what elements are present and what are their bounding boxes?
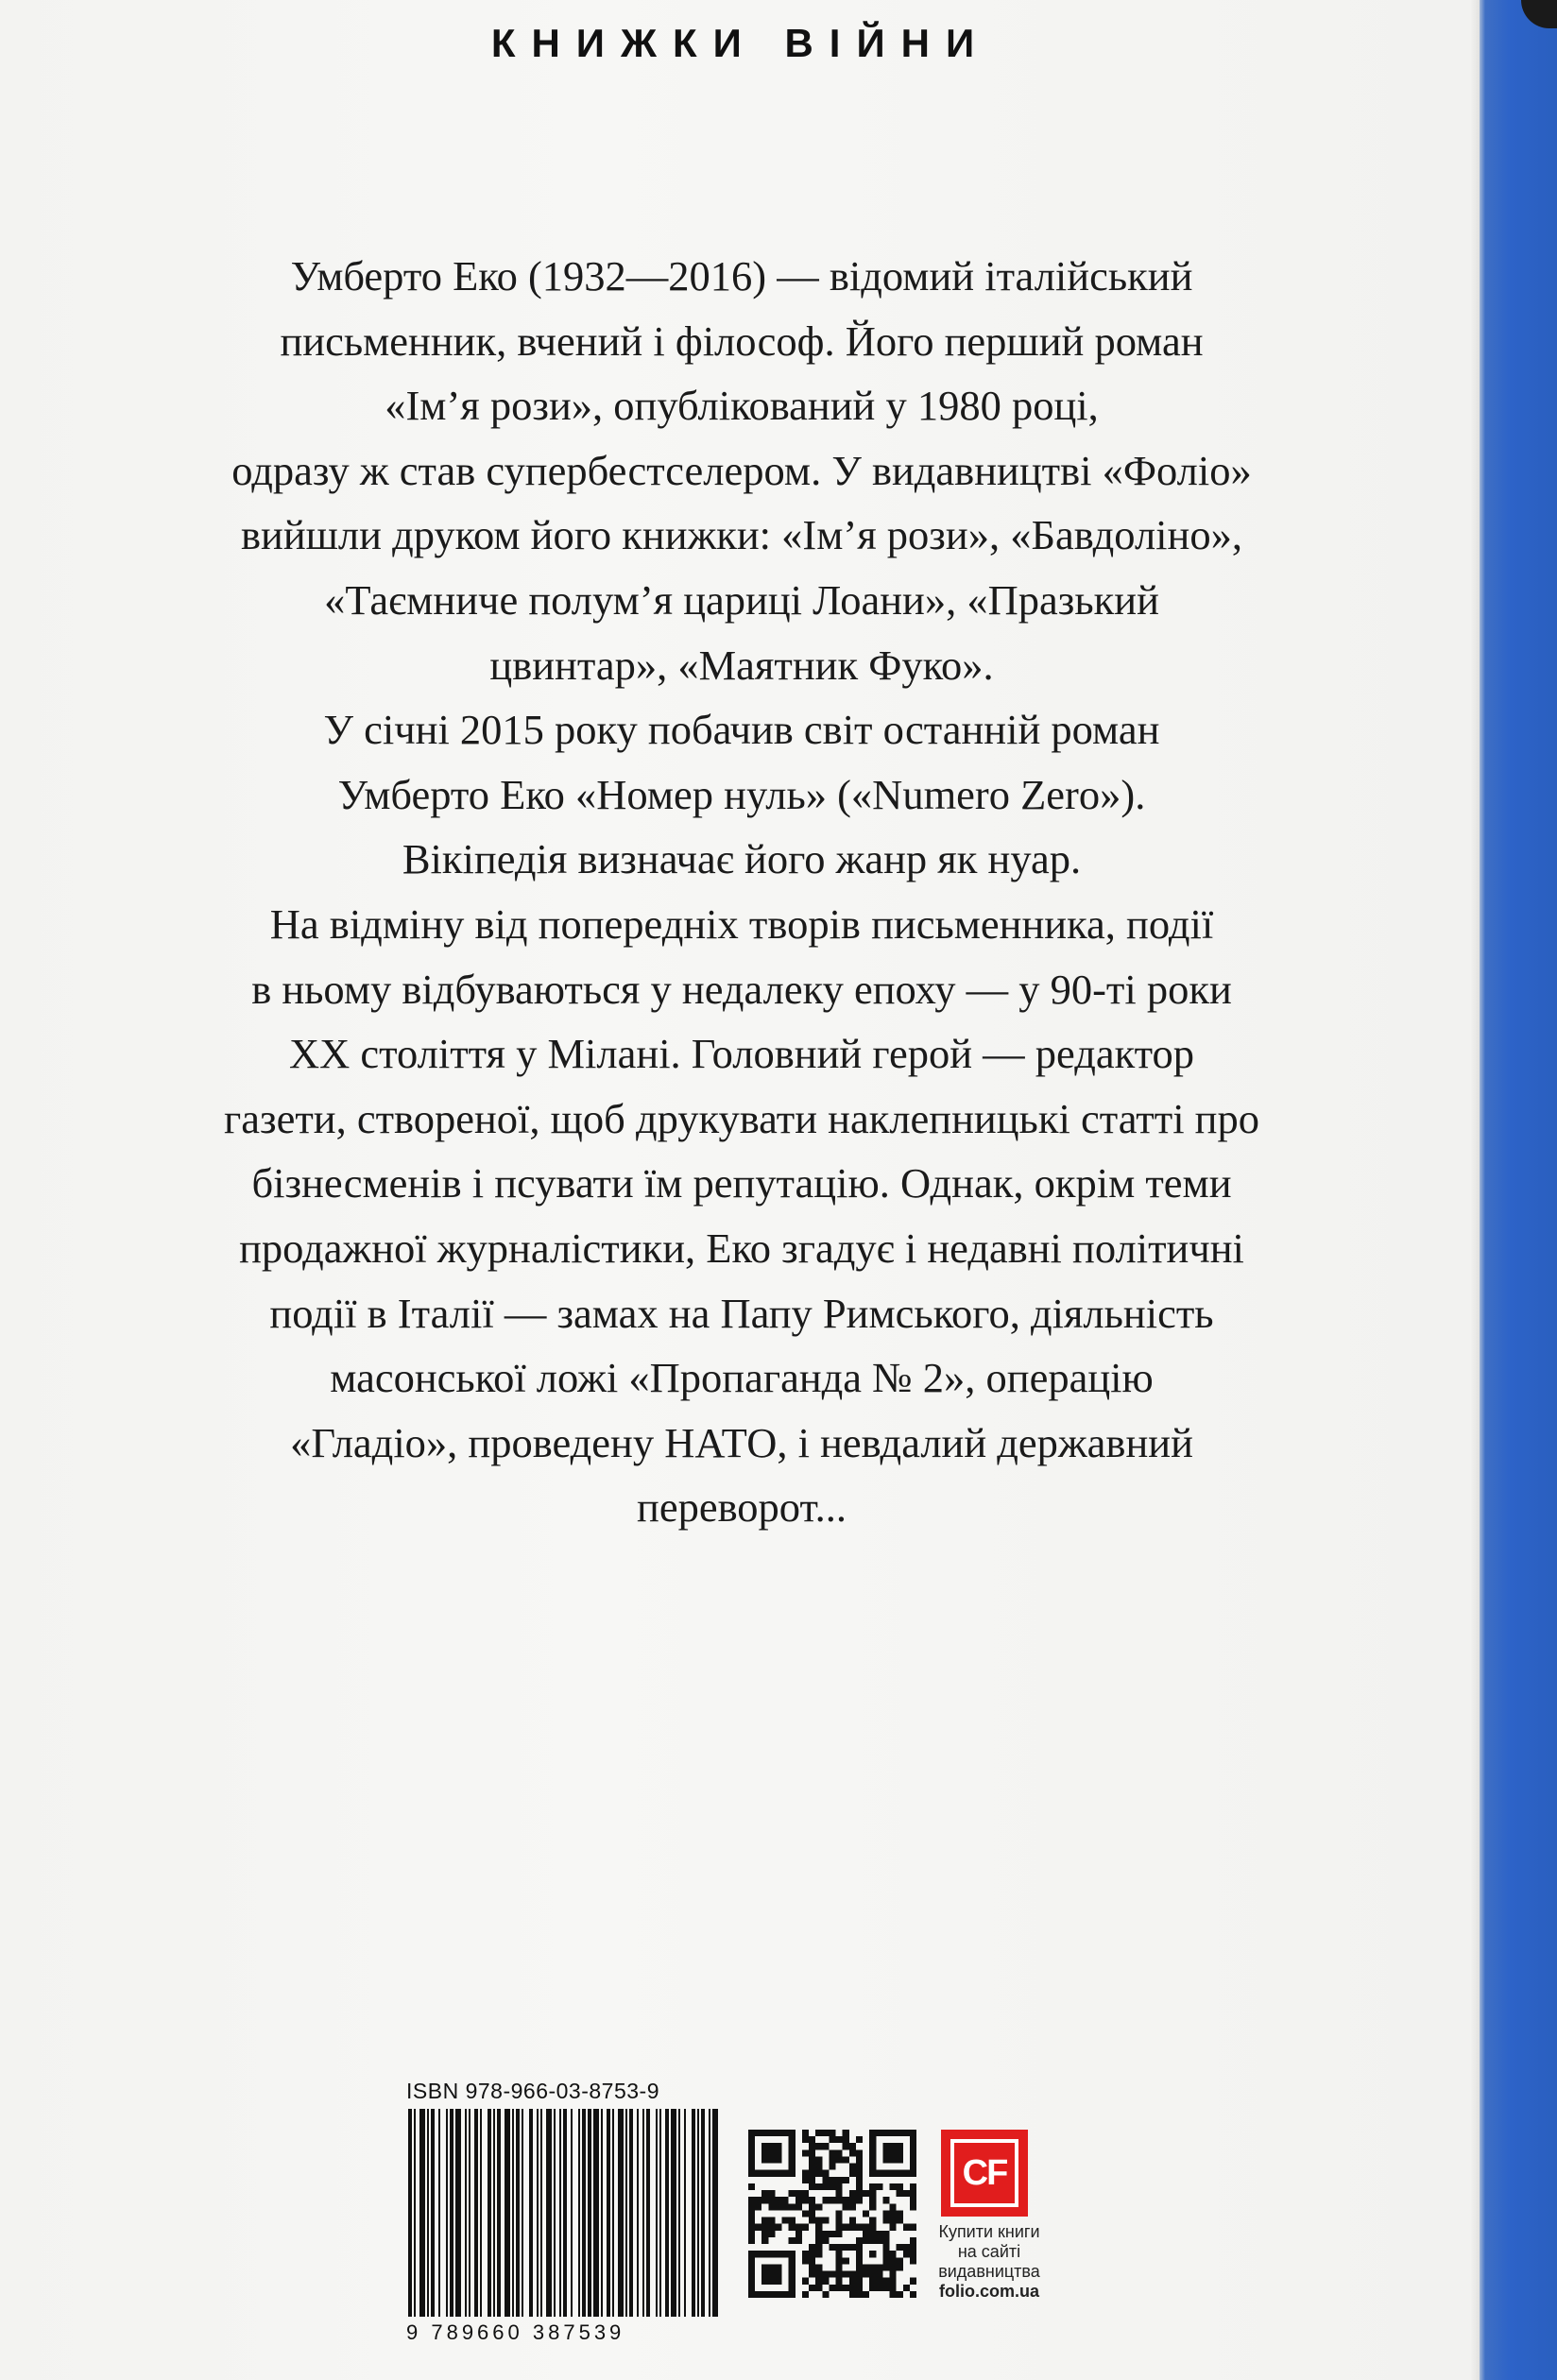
description-line: газети, створеної, щоб друкувати наклепницькі статті про <box>223 1094 1259 1142</box>
book-spine <box>1480 0 1557 2380</box>
description-line: одразу ж став супербестселером. У видавництві «Фоліо» <box>231 446 1252 494</box>
description-line: бізнесменів і псувати їм репутацію. Однак, окрім теми <box>251 1159 1232 1207</box>
isbn-label: ISBN 978-966-03-8753-9 <box>406 2079 659 2103</box>
description-line: Вікіпедія визначає його жанр як нуар. <box>402 835 1082 883</box>
description-line: «Ім’я рози», опублікований у 1980 році, <box>385 382 1099 430</box>
description-line: продажної журналістики, Еко згадує і недавні політичні <box>239 1224 1244 1272</box>
buy-online-note <box>918 2222 1060 2302</box>
description-line: письменник, вчений і філософ. Його перший роман <box>280 317 1204 365</box>
barcode-icon <box>406 2109 718 2317</box>
description-line: На відміну від попередніх творів письменника, події <box>269 899 1214 948</box>
barcode-digits: 9 789660 387539 <box>406 2320 625 2344</box>
description-line: події в Італії — замах на Папу Римського, діяльність <box>269 1289 1214 1337</box>
description-line: масонської ложі «Пропаганда № 2», операцію <box>330 1354 1154 1402</box>
series-title: КНИЖКИ ВІЙНИ <box>490 21 991 65</box>
buy-line: на сайті <box>957 2242 1021 2261</box>
description-line: цвинтар», «Маятник Фуко». <box>489 641 994 689</box>
description-line: Умберто Еко (1932—2016) — відомий італійський <box>290 252 1193 300</box>
buy-line: Купити книги <box>938 2222 1040 2241</box>
description-line: в ньому відбуваються у недалеку епоху — у 90-ті роки <box>251 965 1232 1013</box>
book-description <box>57 244 1427 1540</box>
description-line: Умберто Еко «Номер нуль» («Numero Zero»). <box>337 770 1146 818</box>
publisher-logo-text: CF <box>950 2139 1018 2207</box>
publisher-logo-icon <box>941 2130 1028 2217</box>
description-line: переворот... <box>637 1483 847 1532</box>
description-line: У січні 2015 року побачив світ останній роман <box>323 706 1160 754</box>
description-line: вийшли друком його книжки: «Ім’я рози», «Бавдоліно», <box>241 511 1242 559</box>
description-line: «Гладіо», проведену НАТО, і невдалий державний <box>290 1418 1193 1466</box>
publisher-website-link[interactable]: folio.com.ua <box>938 2282 1039 2301</box>
description-line: «Таємниче полум’я цариці Лоани», «Празький <box>324 575 1159 624</box>
qr-code-icon[interactable] <box>748 2130 916 2298</box>
description-line: XX століття у Мілані. Головний герой — редактор <box>288 1030 1195 1078</box>
buy-line: видавництва <box>938 2262 1040 2281</box>
